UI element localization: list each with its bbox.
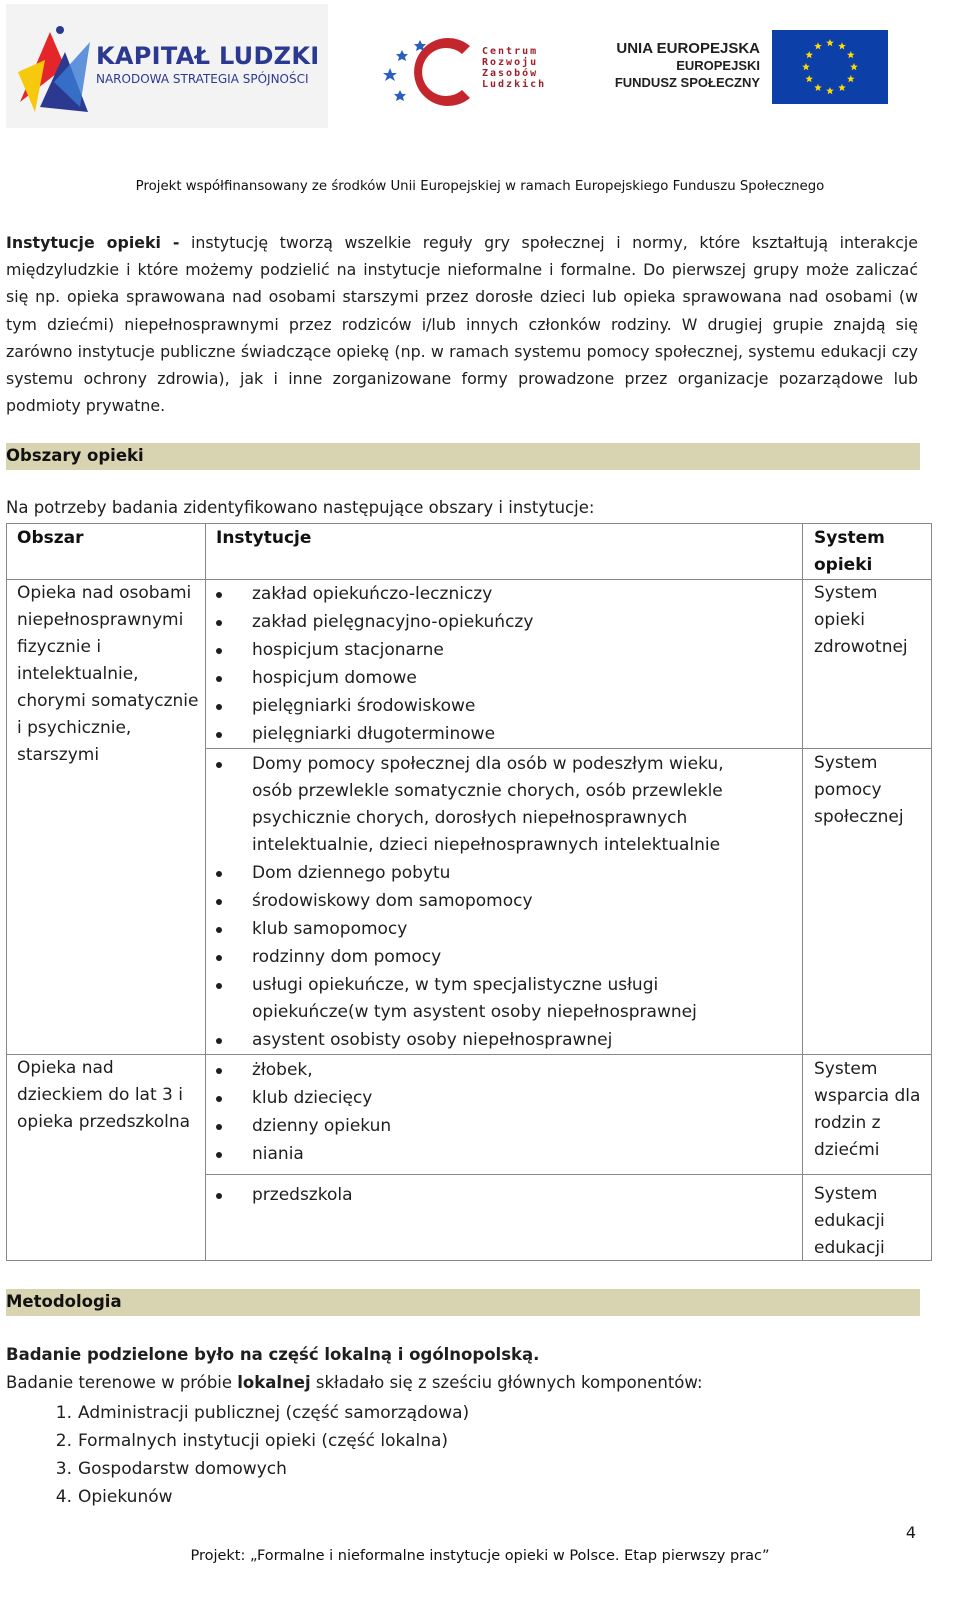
intro-text: instytucję tworzą wszelkie reguły gry społecznej i normy, które kształtują interakcje międzyludzkie i które możemy podzielić na instytucje nieformalne i formalne. Do pierwszej grupy może zaliczać się np. opieka sprawowana nad osobami starszymi przez dorosłe dzieci lub opieka sprawowana nad osobami (w tym dziećmi) niepełnosprawnymi przez rodziców i/lub innych członków rodziny. W drugiej grupie znajdą się zarówno instytucje publiczne świadczące opiekę (np. w ramach systemu pomocy społecznej, systemu edukacji czy systemu ochrony zdrowia), jak i inne zorganizowane formy prowadzone przez organizacje pozarządowe lub podmioty prywatne.: [6, 233, 918, 416]
list-text: Gospodarstw domowych: [78, 1459, 287, 1479]
kapital-title: KAPITAŁ LUDZKI: [96, 42, 320, 70]
footer-note: Projekt: „Formalne i nieformalne instytucje opieki w Polsce. Etap pierwszy prac”: [190, 1548, 770, 1564]
kapital-ludzki-emblem-icon: [10, 12, 100, 122]
list-item: Dom dziennego pobytu: [206, 860, 766, 887]
eu-flag-icon: [772, 30, 888, 104]
system-social: System pomocy społecznej: [814, 753, 904, 827]
list-item: środowiskowy dom samopomocy: [206, 888, 766, 915]
list-item: pielęgniarki środowiskowe: [206, 693, 796, 720]
section-heading-text: Obszary opieki: [6, 446, 144, 465]
list-number: 3.: [55, 1459, 72, 1479]
list-item: przedszkola: [206, 1182, 796, 1209]
list-item: Domy pomocy społecznej dla osób w podeszłym wieku, osób przewlekle somatycznie chorych, osób przewlekle psychicznie chorych, dorosłych niepełnosprawnych intelektualnie, dzieci niepełnosprawnych intelektualnie: [206, 751, 766, 859]
kapital-subtitle: NARODOWA STRATEGIA SPÓJNOŚCI: [96, 72, 309, 86]
list-text: Administracji publicznej (część samorządowa): [78, 1403, 470, 1423]
system-health: System opieki zdrowotnej: [814, 583, 908, 657]
list-item: żłobek,: [206, 1057, 796, 1084]
crzl-line: Ludzkich: [482, 79, 547, 90]
list-item: hospicjum domowe: [206, 665, 796, 692]
areas-table: [6, 523, 932, 1261]
eu-line: FUNDUSZ SPOŁECZNY: [614, 75, 760, 90]
intro-term: Instytucje opieki -: [6, 233, 180, 252]
header-system: System opieki: [814, 528, 885, 575]
list-item: asystent osobisty osoby niepełnosprawnej: [206, 1027, 766, 1054]
list-item: klub dziecięcy: [206, 1085, 796, 1112]
system-family: System wsparcia dla rodzin z dziećmi: [814, 1059, 921, 1160]
list-item: [6, 1399, 469, 1427]
cofinancing-note: Projekt współfinansowany ze środków Unii Europejskiej w ramach Europejskiego Funduszu Społecznego: [135, 179, 825, 194]
method-components-list: [6, 1399, 469, 1511]
method-bold-line: Badanie podzielone było na część lokalną i ogólnopolską.: [6, 1345, 540, 1364]
method-line-bold: lokalnej: [237, 1373, 311, 1392]
area-children: Opieka nad dzieckiem do lat 3 i opieka przedszkolna: [17, 1058, 191, 1132]
method-line: [6, 1373, 703, 1392]
page-number: 4: [905, 1523, 916, 1542]
header-area: Obszar: [17, 528, 84, 548]
crzl-line: Rozwoju: [482, 57, 539, 68]
system-education: System edukacji edukacji: [814, 1184, 885, 1258]
list-item: pielęgniarki długoterminowe: [206, 721, 796, 748]
header-institutions: Instytucje: [216, 528, 312, 548]
crzl-line: Centrum: [482, 46, 539, 57]
list-item: [6, 1455, 469, 1483]
method-line-post: składało się z sześciu głównych komponentów:: [310, 1373, 703, 1392]
list-item: niania: [206, 1141, 796, 1168]
list-item: zakład opiekuńczo-leczniczy: [206, 581, 796, 608]
list-number: 2.: [55, 1431, 72, 1451]
eu-line: EUROPEJSKI: [676, 58, 760, 73]
list-item: dzienny opiekun: [206, 1113, 796, 1140]
method-line-pre: Badanie terenowe w próbie: [6, 1373, 238, 1392]
crzl-emblem-icon: [382, 32, 482, 112]
section-heading-text: Metodologia: [6, 1292, 122, 1311]
intro-paragraph: [6, 229, 918, 419]
list-text: Opiekunów: [78, 1487, 173, 1507]
list-item: [6, 1427, 469, 1455]
list-item: usługi opiekuńcze, w tym specjalistyczne usługi opiekuńcze(w tym asystent osoby niepełnosprawnej: [206, 972, 766, 1026]
list-item: zakład pielęgnacyjno-opiekuńczy: [206, 609, 796, 636]
section-heading-method: [6, 1289, 920, 1316]
institutions-education: [206, 1182, 796, 1209]
section-heading-areas: [6, 443, 920, 470]
list-item: klub samopomocy: [206, 916, 766, 943]
area-disabled-elderly: Opieka nad osobami niepełnosprawnymi fizycznie i intelektualnie, chorymi somatycznie i psychicznie, starszymi: [17, 583, 199, 765]
institutions-health: [206, 581, 796, 748]
institutions-social: [206, 751, 766, 1054]
areas-intro: Na potrzeby badania zidentyfikowano następujące obszary i instytucje:: [6, 498, 595, 517]
list-number: 1.: [55, 1403, 72, 1423]
list-item: hospicjum stacjonarne: [206, 637, 796, 664]
list-number: 4.: [55, 1487, 72, 1507]
crzl-line: Zasobów: [482, 68, 539, 79]
eu-line: UNIA EUROPEJSKA: [616, 40, 760, 57]
list-item: [6, 1483, 469, 1511]
eu-text: [600, 40, 760, 91]
list-text: Formalnych instytucji opieki (część lokalna): [78, 1431, 448, 1451]
crzl-text: [482, 46, 546, 90]
kapital-ludzki-logo: [6, 4, 328, 128]
institutions-children: [206, 1057, 796, 1168]
list-item: rodzinny dom pomocy: [206, 944, 766, 971]
